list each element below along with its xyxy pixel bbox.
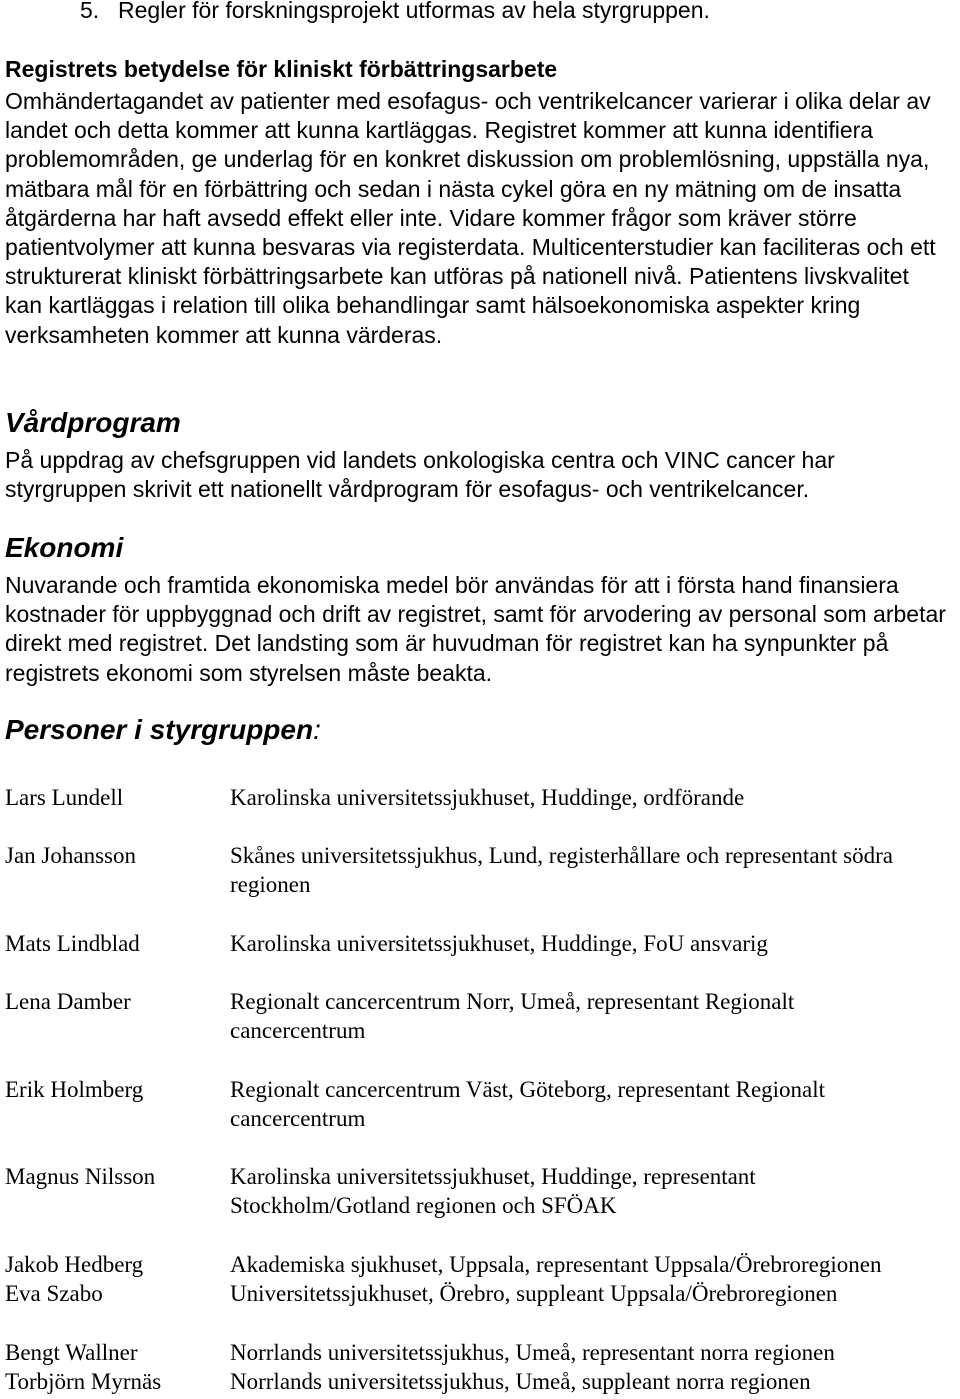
member-role: Norrlands universitetssjukhus, Umeå, suppleant norra regionen [230,1369,811,1394]
member-name: Lena Damber [5,989,131,1014]
member-name: Torbjörn Myrnäs [5,1369,162,1394]
member-role: Karolinska universitetssjukhuset, Huddinge, ordförande [230,785,745,810]
registry-heading: Registrets betydelse för kliniskt förbättringsarbete [5,56,558,82]
member-role: Regionalt cancercentrum Norr, Umeå, representant Regionalt cancercentrum [230,989,795,1044]
member-role: Akademiska sjukhuset, Uppsala, representant Uppsala/Örebroregionen [230,1252,882,1277]
member-name: Jakob Hedberg [5,1252,144,1277]
member-role: Skånes universitetssjukhus, Lund, registerhållare och representant södra regionen [230,843,893,898]
economy-heading: Ekonomi [5,532,124,563]
economy-body: Nuvarande och framtida ekonomiska medel bör användas för att i första hand finansiera kostnader för uppbyggnad och drift av registret, samt för arvodering av personal som arbetar direkt med registret. Det landsting som är huvudman för registret kan ha synpunkter på registrets ekonomi som styrelsen måste beakta. [5,572,946,686]
member-role: Regionalt cancercentrum Väst, Göteborg, representant Regionalt cancercentrum [230,1077,826,1132]
people-heading-text: Personer i styrgruppen [5,714,314,745]
list-item-5 [80,0,710,25]
member-name: Mats Lindblad [5,931,140,956]
member-name: Jan Johansson [5,843,136,868]
member-role: Universitetssjukhuset, Örebro, suppleant Uppsala/Örebroregionen [230,1281,838,1306]
member-name: Erik Holmberg [5,1077,144,1102]
member-name: Bengt Wallner [5,1340,138,1365]
people-heading-colon: : [313,714,321,745]
list-item-text: Regler för forskningsprojekt utformas av hela styrgruppen. [118,0,710,23]
program-heading: Vårdprogram [5,407,181,438]
people-heading [5,714,321,746]
member-name: Magnus Nilsson [5,1164,156,1189]
member-role: Karolinska universitetssjukhuset, Huddinge, FoU ansvarig [230,931,768,956]
list-number: 5. [80,0,100,23]
registry-body: Omhändertagandet av patienter med esofagus- och ventrikelcancer varierar i olika delar av landet och detta kommer att kunna kartläggas. Registret kommer att kunna identifiera problemområden, ge underlag för en konkret diskussion om problemlösning, uppställa nya, mätbara mål för en förbättring och sedan i nästa cykel göra en ny mätning om de insatta åtgärderna har haft avsedd effekt eller inte. Vidare kommer frågor som kräver större patientvolymer att kunna besvaras via registerdata. Multicenterstudier kan faciliteras och ett strukturerat kliniskt förbättringsarbete kan utföras på nationell nivå. Patientens livskvalitet kan kartläggas i relation till olika behandlingar samt hälsoekonomiska aspekter kring verksamheten kommer att kunna värderas. [5,88,936,348]
program-body: På uppdrag av chefsgruppen vid landets onkologiska centra och VINC cancer har styrgruppen skrivit ett nationellt vårdprogram för esofagus- och ventrikelcancer. [5,447,835,503]
member-name: Lars Lundell [5,785,124,810]
member-name: Eva Szabo [5,1281,103,1306]
member-role: Karolinska universitetssjukhuset, Huddinge, representant Stockholm/Gotland regionen och SFÖAK [230,1164,756,1219]
member-role: Norrlands universitetssjukhus, Umeå, representant norra regionen [230,1340,835,1365]
